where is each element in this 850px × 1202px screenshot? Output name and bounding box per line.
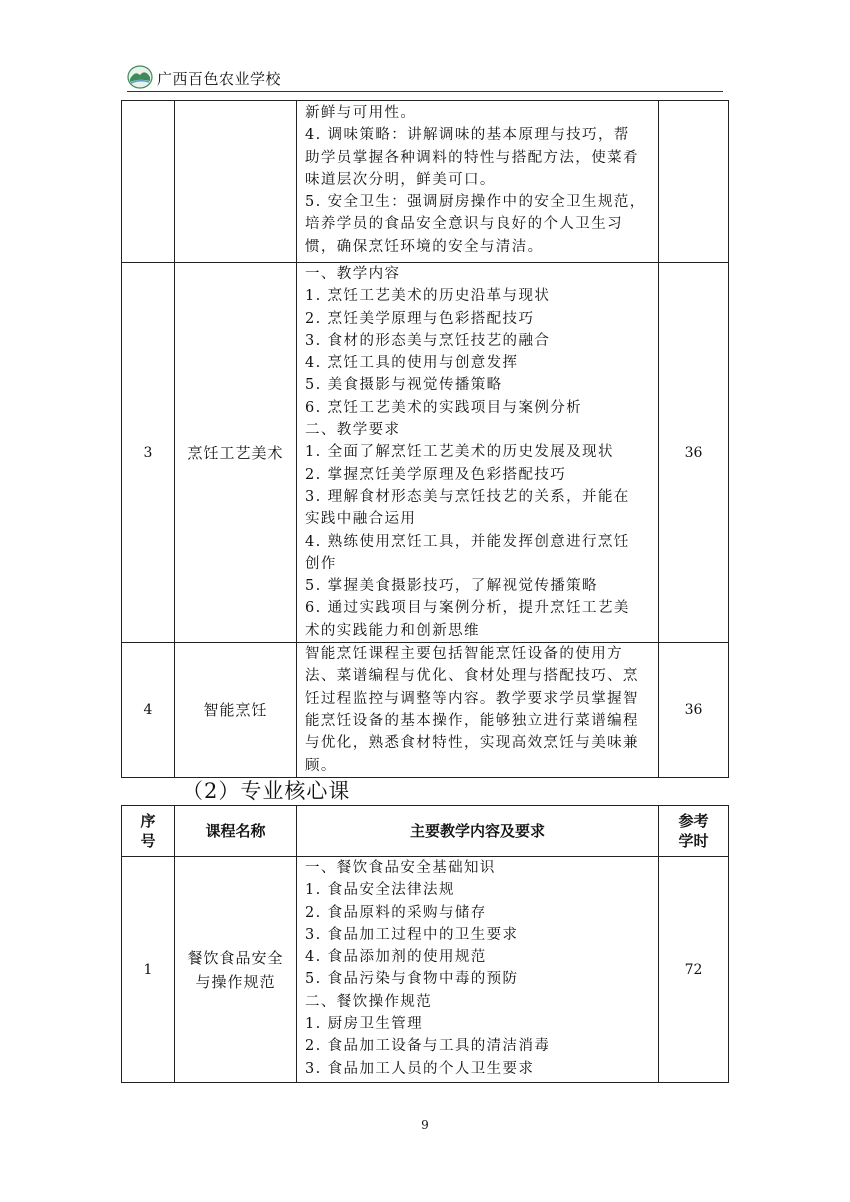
school-name: 广西百色农业学校 [157,70,282,88]
content-line: 创作 [305,555,337,572]
course-name-line: 餐饮食品安全 [187,948,284,967]
course-name: 烹饪工艺美术 [175,263,297,643]
content-line: 饪过程监控与调整等内容。教学要求学员掌握智 [305,690,639,707]
table-header-row [122,806,729,857]
course-number [122,101,175,263]
section-heading: （2）专业核心课 [182,779,351,803]
page-header [127,62,723,92]
content-line: 5. 掌握美食摄影技巧，了解视觉传播策略 [305,578,598,595]
header-rule [127,91,723,92]
content-line: 能烹饪设备的基本操作，能够独立进行菜谱编程 [305,712,639,729]
content-line: 法、菜谱编程与优化、食材处理与搭配技巧、烹 [305,668,639,685]
header-number [122,806,175,857]
content-line: 4. 食品添加剂的使用规范 [305,949,487,966]
course-name [175,101,297,263]
content-line: 1. 全面了解烹饪工艺美术的历史发展及现状 [305,444,614,461]
content-line: 惯，确保烹饪环境的安全与清洁。 [305,238,544,255]
course-content [297,263,659,643]
content-line: 2. 食品原料的采购与储存 [305,904,487,921]
header-hours-line: 参考 [678,812,709,830]
course-hours: 36 [659,643,729,778]
content-line: 二、教学要求 [305,422,401,439]
course-hours: 72 [659,857,729,1083]
header-course-name: 课程名称 [175,806,297,857]
course-number: 4 [122,643,175,778]
content-line: 与优化，熟悉食材特性，实现高效烹饪与美味兼 [305,735,639,752]
content-line: 6. 烹饪工艺美术的实践项目与案例分析 [305,399,583,416]
header-number-line: 序 [140,812,156,830]
course-table-continued [121,100,729,778]
course-name: 智能烹饪 [175,643,297,778]
content-line: 顾。 [305,757,337,774]
header-hours-line: 学时 [678,832,709,850]
content-line: 3. 食品加工人员的个人卫生要求 [305,1060,535,1077]
content-line: 智能烹饪课程主要包括智能烹饪设备的使用方 [305,646,623,663]
course-number: 3 [122,263,175,643]
content-line: 5. 食品污染与食物中毒的预防 [305,971,519,988]
content-line: 1. 烹饪工艺美术的历史沿革与现状 [305,288,551,305]
content-line: 新鲜与可用性。 [305,105,417,121]
content-line: 5. 安全卫生：强调厨房操作中的安全卫生规范， [305,194,646,211]
content-line: 味道层次分明，鲜美可口。 [305,171,496,188]
content-line: 6. 通过实践项目与案例分析，提升烹饪工艺美 [305,600,630,617]
content-line: 4. 烹饪工具的使用与创意发挥 [305,355,519,372]
course-content [297,857,659,1083]
content-line: 3. 理解食材形态美与烹饪技艺的关系，并能在 [305,488,630,505]
content-line: 2. 烹饪美学原理与色彩搭配技巧 [305,310,535,327]
table-row [122,643,729,778]
content-line: 2. 掌握烹饪美学原理及色彩搭配技巧 [305,466,567,483]
content-line: 助学员掌握各种调料的特性与搭配方法，使菜肴 [305,149,639,166]
content-line: 一、教学内容 [305,266,401,282]
course-name-line: 与操作规范 [195,972,276,991]
content-line: 1. 厨房卫生管理 [305,1016,424,1033]
content-line: 3. 食材的形态美与烹饪技艺的融合 [305,332,551,349]
school-logo-icon [127,64,153,90]
core-course-table [121,805,729,1083]
content-line: 1. 食品安全法律法规 [305,882,455,899]
content-line: 4. 调味策略：讲解调味的基本原理与技巧，帮 [305,127,630,144]
content-line: 培养学员的食品安全意识与良好的个人卫生习 [305,216,623,233]
table-row [122,263,729,643]
content-line: 二、餐饮操作规范 [305,993,433,1010]
table-row [122,101,729,263]
header-number-line: 号 [140,832,156,850]
course-hours [659,101,729,263]
course-name [175,857,297,1083]
table-row [122,857,729,1083]
page-number: 9 [421,1118,429,1132]
content-line: 2. 食品加工设备与工具的清洁消毒 [305,1038,551,1055]
course-hours: 36 [659,263,729,643]
course-content [297,643,659,778]
course-number: 1 [122,857,175,1083]
content-line: 一、餐饮食品安全基础知识 [305,860,496,876]
header-content: 主要教学内容及要求 [297,806,659,857]
course-content [297,101,659,263]
header-hours [659,806,729,857]
content-line: 3. 食品加工过程中的卫生要求 [305,926,519,943]
content-line: 实践中融合运用 [305,511,417,528]
content-line: 4. 熟练使用烹饪工具，并能发挥创意进行烹饪 [305,533,630,550]
content-line: 5. 美食摄影与视觉传播策略 [305,377,503,394]
content-line: 术的实践能力和创新思维 [305,622,480,639]
